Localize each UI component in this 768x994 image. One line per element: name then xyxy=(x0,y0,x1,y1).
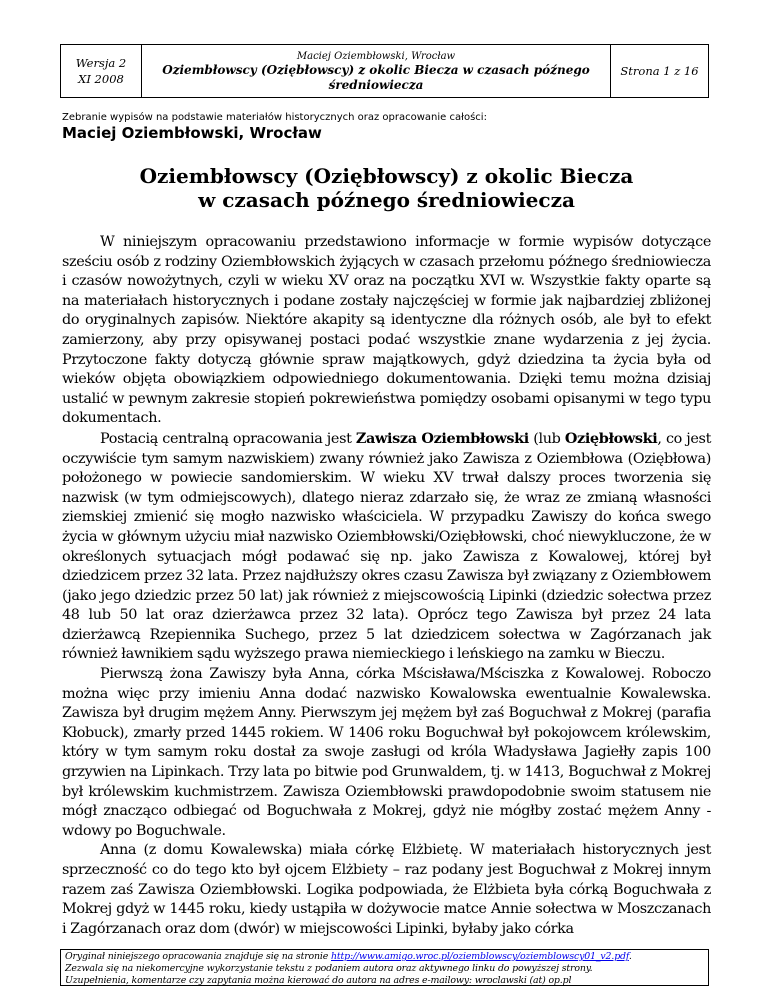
paragraph-2 xyxy=(62,429,711,665)
version-date: XI 2008 xyxy=(78,72,124,86)
footer-period: . xyxy=(628,951,632,962)
paragraph-1: W niniejszym opracowaniu przedstawiono informacje w formie wypisów dotyczące sześciu osób z rodziny Oziembłowskich żyjących w czasach przełomu późnego średniowiecza i czasów nowożytnych, czyli w wieku XV oraz na początku XVI w. Wszystkie fakty oparte są na materiałach historycznych i podane zostały najczęściej w formie jak najbardziej zbliżonej do oryginalnych zapisów. Niektóre akapity są identyczne dla różnych osób, ale był to efekt zamierzony, aby przy opisywanej postaci podać wszystkie znane wydarzenia z jej życia. Przytoczone fakty dotyczą głównie spraw majątkowych, gdyż dziedzina ta życia była od wieków objęta obowiązkiem odpowiedniego dokumentowania. Dzięki temu można dzisiaj ustalić w pewnym zakresie stopień pokrewieństwa pomiędzy osobami opisanymi w tego typu dokumentach. xyxy=(62,234,711,427)
paragraph-2-text: Postacią centralną opracowania jest xyxy=(100,430,356,447)
footer-line-2: Zezwala się na niekomercyjne wykorzystanie tekstu z podaniem autora oraz aktywnego linku do powyższej strony. xyxy=(65,963,593,974)
version-cell xyxy=(61,45,142,97)
document-title-line1: Oziembłowscy (Oziębłowscy) z okolic Biecza xyxy=(139,164,634,188)
footer-line-3: Uzupełnienia, komentarze czy zapytania można kierować do autora na adres e-mailowy: wroclawski (at) op.pl xyxy=(65,975,572,986)
person-name-bold: Zawisza Oziembłowski xyxy=(355,429,529,447)
footer-source-text: Oryginał niniejszego opracowania znajduje się na stronie xyxy=(65,951,332,962)
header-title-cell xyxy=(142,45,611,97)
compilation-author: Maciej Oziembłowski, Wrocław xyxy=(62,124,322,142)
compilation-note: Zebranie wypisów na podstawie materiałów historycznych oraz opracowanie całości: xyxy=(62,112,487,123)
paragraph-3: Pierwszą żona Zawiszy była Anna, córka Mścisława/Mściszka z Kowalowej. Roboczo można więc przy imieniu Anna dodać nazwisko Kowalowska ewentualnie Kowalewska. Zawisza był drugim mężem Anny. Pierwszym jej mężem był zaś Boguchwał z Mokrej (parafia Kłobuck), zmarły przed 1445 rokiem. W 1406 roku Boguchwał był pokojowcem królewskim, który w tym samym roku dostał za swoje zasługi od króla Władysława Jagiełły zapis 100 grzywien na Lipinkach. Trzy lata po bitwie pod Grunwaldem, tj. w 1413, Boguchwał z Mokrej był królewskim kuchmistrzem. Zawisza Oziembłowski prawdopodobnie swoim statusem nie mógł znacząco odbiegać od Boguchwała z Mokrej, gdyż nie mógłby zostać mężem Anny - wdowy po Boguchwale. xyxy=(62,666,711,839)
header-title: Oziembłowscy (Oziębłowscy) z okolic Biecza w czasach późnego średniowiecza xyxy=(162,62,590,92)
paragraph-2-text: , co jest oczywiście tym samym nazwiskiem) zwany również jako Zawisza z Oziembłowa (Oziębłowa) położonego w powiecie sandomierskim. W wieku XV trwał dalszy proces tworzenia się nazwisk (w tym odmiejscowych), dlatego nieraz zdarzało się, że wraz ze zmianą własności ziemskiej zmienić się mogło nazwisko właściciela. W przypadku Zawiszy do końca swego życia w głównym użyciu miał nazwisko Oziembłowski/Oziębłowski, choć niewykluczone, że w określonych sytuacjach mógł podawać się np. jako Zawisza z Kowalowej, której był dziedzicem przez 32 lata. Przez najdłuższy okres czasu Zawisza był związany z Oziembłowem (jako jego dziedzic przez 50 lat) jak również z miejscowością Lipinki (dziedzic sołectwa przez 48 lub 50 lat oraz dzierżawca przez 32 lata). Oprócz tego Zawisza był przez 24 lata dzierżawcą Rzepiennika Suchego, przez 5 lat dziedzicem sołectwa w Zagórzanach jak również ławnikiem sądu wyższego prawa niemieckiego i leńskiego na zamku w Bieczu. xyxy=(62,430,712,663)
page-header xyxy=(60,44,709,98)
body-text xyxy=(62,233,711,939)
header-author: Maciej Oziembłowski, Wrocław xyxy=(296,50,456,62)
document-title xyxy=(62,164,711,212)
page-footer xyxy=(60,949,709,986)
page-number: Strona 1 z 16 xyxy=(620,64,699,78)
document-title-line2: w czasach późnego średniowiecza xyxy=(198,188,575,212)
footer-line-1 xyxy=(65,951,704,963)
paragraph-4: Anna (z domu Kowalewska) miała córkę Elżbietę. W materiałach historycznych jest sprzeczność co do tego kto był ojcem Elżbiety – raz podany jest Boguchwał z Mokrej innym razem zaś Zawisza Oziembłowski. Logika podpowiada, że Elżbieta była córką Boguchwała z Mokrej gdyż w 1445 roku, kiedy ustąpiła w dożywocie matce Annie sołectwa w Moszczanach i Zagórzanach oraz dom (dwór) w miejscowości Lipinki, byłaby jako córka xyxy=(62,842,711,937)
page-number-cell xyxy=(611,45,708,97)
paragraph-2-text: (lub xyxy=(528,430,565,447)
surname-variant-bold: Oziębłowski xyxy=(564,429,658,447)
version-label: Wersja 2 xyxy=(75,56,127,70)
source-link[interactable]: http://www.amigo.wroc.pl/oziemblowscy/oziemblowscy01_v2.pdf xyxy=(331,951,629,962)
